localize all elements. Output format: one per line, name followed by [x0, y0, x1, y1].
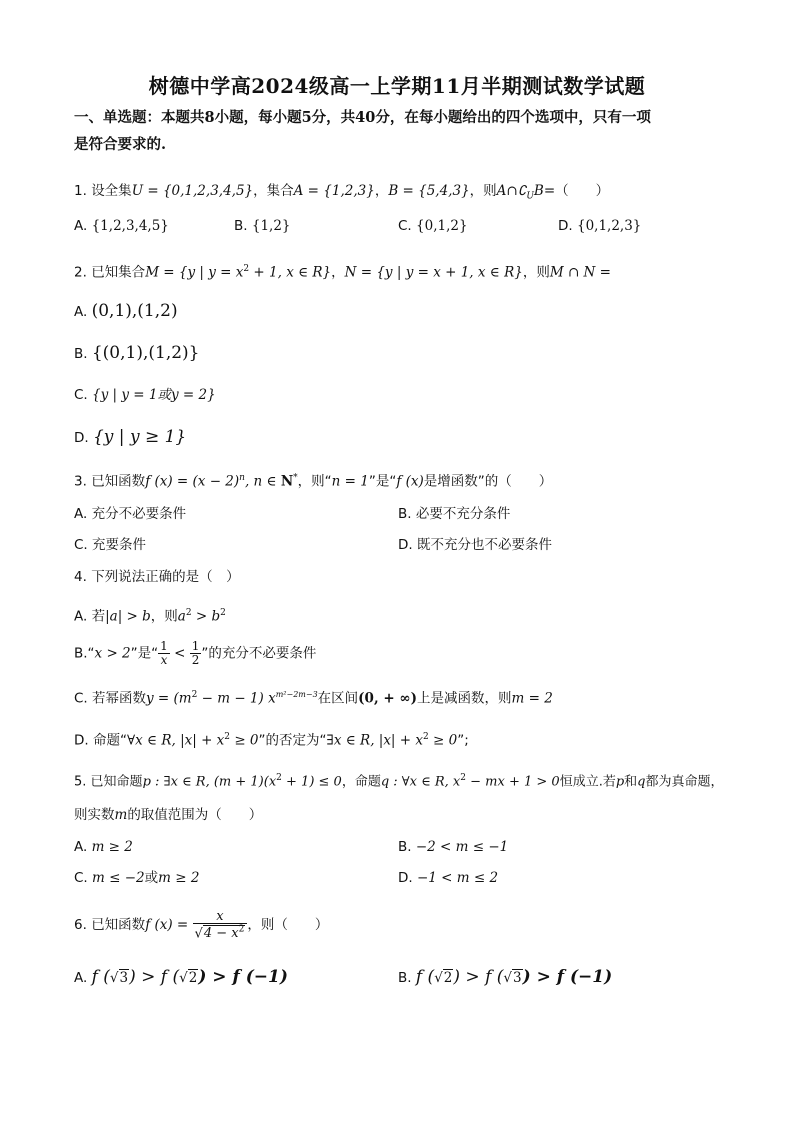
q5-proposition-p: p : ∃x ∈ R, (m + 1)(x: [142, 774, 277, 790]
q5-text7: 的取值范围为（ ）: [127, 807, 263, 823]
q4-option-d-math2b: ≥ 0: [428, 732, 458, 749]
q5-option-d[interactable]: [398, 867, 498, 889]
q2-text1: 已知集合: [91, 264, 146, 281]
q4-option-d-math1: ∀x ∈ R, |x| + x: [126, 732, 225, 749]
q3-text4: 是增函数”的（ ）: [423, 473, 553, 490]
q5-option-c-label: C.: [74, 870, 88, 886]
q4-option-d[interactable]: D. 命题“∀x ∈ R, $|x| + x^2 \ge 0$”的否定为“∃x ∈ R, $|x| + x^2 \ge 0$”;: [74, 732, 469, 749]
q5-option-c[interactable]: [74, 867, 199, 889]
q6-option-a-label: A.: [74, 970, 88, 986]
q1-option-c-label: C.: [398, 218, 412, 234]
q2-option-b-value: {(0,1),(1,2)}: [91, 343, 200, 363]
q1-option-a[interactable]: [74, 215, 169, 237]
q6-fraction: $\frac{x}{√4 - x^2}$: [193, 910, 248, 940]
q6-frac-den: 4 − x: [203, 926, 239, 942]
q2-option-a[interactable]: [74, 300, 178, 323]
q5-option-b-value: −2 < m ≤ −1: [415, 839, 509, 855]
q4-option-c[interactable]: C. 若幂函数$y = (m^2 - m - 1)$ $x^{m^2-2m-3}$在区间(0, + ∞)上是减函数，则m = 2: [74, 690, 553, 707]
q5-option-d-value: −1 < m ≤ 2: [416, 870, 499, 886]
q1-option-d-label: D.: [558, 218, 573, 234]
q4-option-d-math2: ∃x ∈ R, |x| + x: [326, 732, 423, 749]
q6-option-b-label: B.: [398, 970, 412, 986]
q2-option-c-value: {y | y = 1或y = 2}: [92, 387, 216, 403]
q4-option-c-exponent: m²−2m−3: [275, 690, 318, 699]
q4-option-a-math3: > b: [191, 608, 221, 625]
q4-frac1-num: 1: [160, 639, 168, 653]
q5-text-line2: [74, 804, 262, 826]
q4-option-b-mid: ”是“: [130, 645, 159, 662]
q1-text2: ，集合: [253, 183, 294, 199]
q6-option-a-part3: ) > f (−1): [198, 967, 288, 987]
q4-option-c-mid: 在区间: [317, 690, 359, 707]
q3-option-d[interactable]: D. 既不充分也不必要条件: [398, 537, 552, 553]
q6-option-a-part2: ) > f (: [129, 967, 180, 987]
q1-text4: ，则: [469, 183, 497, 199]
q5-proposition-p-rest: + 1) ≤ 0: [281, 774, 342, 790]
q4-option-d-prefix: D. 命题“: [74, 732, 127, 749]
q1-expr-sub: U: [526, 191, 534, 202]
q4-text1: 下列说法正确的是（ ）: [91, 569, 240, 585]
q5-text4: 和: [624, 774, 638, 790]
q6-option-a[interactable]: A. f (√3) > f (√2) > f (−1): [74, 967, 288, 987]
q6-option-b[interactable]: B. f (√2) > f (√3) > f (−1): [398, 967, 613, 987]
q1-option-b[interactable]: [234, 215, 291, 237]
question-3: [74, 467, 552, 493]
q4-fraction-1-over-2: [190, 640, 202, 667]
q2-option-d-value: {y | y ≥ 1}: [92, 427, 187, 447]
q5-option-c-value1: m ≤ −2: [92, 870, 145, 886]
q3-text3: ”是“: [368, 473, 397, 490]
q3-natural-set: N: [280, 473, 294, 490]
q4-option-a-prefix: A. 若: [74, 608, 106, 625]
section-heading-line1: 一、单选题：本题共8小题，每小题5分，共40分，在每小题给出的四个选项中，只有一项: [74, 109, 651, 126]
q4-fraction-1-over-x: [158, 640, 170, 667]
q5-option-c-value2: m ≥ 2: [158, 870, 200, 886]
q5-text5: 都为真命题，: [645, 774, 724, 790]
q4-frac2-num: 1: [191, 639, 200, 653]
q5-proposition-q-rest: − mx + 1 > 0: [466, 774, 560, 790]
q5-option-d-label: D.: [398, 870, 413, 886]
q4-option-c-math1: y = (m: [146, 690, 192, 707]
q2-option-c-label: C.: [74, 387, 88, 403]
q5-p: p: [615, 774, 625, 790]
q5-text6: 则实数: [74, 807, 115, 823]
q6-option-b-part1: f (: [415, 967, 435, 987]
q4-option-c-math3: m = 2: [511, 690, 553, 707]
exam-title: 树德中学高2024级高一上学期11月半期测试数学试题: [148, 74, 646, 98]
q1-option-c[interactable]: [398, 215, 468, 237]
q3-number: 3.: [74, 473, 87, 490]
q5-option-a-value: m ≥ 2: [91, 839, 133, 855]
q4-option-b-math1: x > 2: [94, 645, 131, 662]
q2-text2: ，: [331, 264, 345, 281]
q5-m: m: [114, 807, 128, 823]
q3-option-c[interactable]: C. 充要条件: [74, 537, 147, 553]
q4-option-a-math1: |a| > b: [105, 608, 151, 625]
q4-option-c-math2: − m − 1) x: [197, 690, 276, 707]
q4-option-d-math1b: ≥ 0: [230, 732, 259, 749]
q3-text1: 已知函数: [91, 473, 146, 490]
question-6: [74, 910, 328, 940]
q6-option-b-part3: ) > f (−1): [522, 967, 613, 987]
q6-option-a-part1: f (: [91, 967, 110, 987]
question-1: [74, 180, 609, 208]
q4-option-a-math2: a: [177, 608, 186, 625]
q4-option-b-prefix: B.“: [74, 645, 95, 662]
q2-option-d-label: D.: [74, 430, 89, 446]
q2-option-d[interactable]: [74, 426, 186, 449]
q1-set-U: U = {0,1,2,3,4,5}: [131, 183, 254, 199]
q6-text2: ，则（ ）: [247, 917, 329, 934]
question-5: 5. 已知命题p : ∃x ∈ R, $(m + 1)(x^2 + 1) \le 0$，命题q : ∀x ∈ R, $x^2$ − mx + 1 > 0恒成立.若p和q都为真命题，: [74, 773, 724, 790]
question-2: 2. 已知集合M = {y | $y = x^2 + 1$, x ∈ R}，N = {y | y = x + 1, x ∈ R}，则M ∩ N =: [74, 264, 611, 281]
q1-set-B: B = {5,4,3}: [388, 183, 470, 199]
q5-text3: 恒成立.若: [559, 774, 616, 790]
q4-option-a[interactable]: A. 若|a| > b，则$a^2 > b^2$: [74, 608, 226, 625]
q5-option-c-or: 或: [144, 870, 159, 886]
q1-expr2: B=: [533, 183, 556, 199]
q6-option-a-root2: 2: [188, 970, 198, 986]
q5-q: q: [637, 774, 646, 790]
q2-option-a-label: A.: [74, 304, 88, 320]
question-4: [74, 566, 240, 588]
q4-frac2-den: 2: [191, 653, 200, 667]
q3-condition: n = 1: [331, 473, 369, 490]
q3-star: *: [293, 473, 298, 483]
q2-set-M: M = {y | y = x: [145, 264, 244, 281]
q4-option-d-mid: ”的否定为“: [258, 732, 327, 749]
q6-option-a-root1: 3: [119, 970, 129, 986]
q2-option-b-label: B.: [74, 346, 88, 362]
q1-number: 1.: [74, 183, 87, 199]
q6-text1: 已知函数: [91, 917, 146, 934]
q5-number: 5.: [74, 774, 87, 790]
q1-option-d-value: {0,1,2,3}: [576, 218, 642, 234]
q6-option-b-part2: ) > f (: [453, 967, 504, 987]
q2-option-c[interactable]: [74, 384, 216, 406]
q2-set-M-rest: + 1, x ∈ R}: [249, 264, 332, 281]
q1-text5: （ ）: [555, 183, 610, 199]
q4-option-b-suffix: ”的充分不必要条件: [201, 645, 317, 662]
q2-set-N: N = {y | y = x + 1, x ∈ R}: [344, 264, 523, 281]
q1-text1: 设全集: [91, 183, 132, 199]
q6-option-b-root1: 2: [443, 970, 453, 986]
q2-option-a-value: (0,1),(1,2): [91, 301, 178, 321]
q1-option-d[interactable]: [558, 215, 641, 237]
q5-option-a-label: A.: [74, 839, 88, 855]
q6-option-b-root2: 3: [513, 970, 522, 986]
q4-option-d-suffix: ”;: [457, 732, 469, 749]
q1-option-b-value: {1,2}: [251, 218, 291, 234]
q3-function: f (x) = (x − 2): [145, 473, 240, 490]
q4-number: 4.: [74, 569, 87, 585]
q6-frac-num: x: [193, 910, 248, 924]
q2-option-b[interactable]: [74, 342, 200, 365]
q1-text3: ，: [374, 183, 389, 199]
q3-function-domain: , n ∈: [244, 473, 281, 490]
q4-option-c-interval: (0, + ∞): [358, 690, 417, 707]
q5-option-a[interactable]: [74, 836, 133, 858]
q3-exponent: n: [239, 473, 245, 483]
q3-option-a[interactable]: A. 充分不必要条件: [74, 506, 187, 522]
q2-text3: ，则: [522, 264, 550, 281]
q6-function: f (x) =: [145, 917, 189, 934]
q5-text2: ，命题: [341, 774, 381, 790]
q3-fx: f (x): [396, 473, 424, 490]
q3-option-b[interactable]: B. 必要不充分条件: [398, 506, 511, 522]
q5-option-b[interactable]: [398, 836, 508, 858]
q1-option-a-label: A.: [74, 218, 88, 234]
q1-option-b-label: B.: [234, 218, 248, 234]
q4-option-c-prefix: C. 若幂函数: [74, 690, 147, 707]
q2-number: 2.: [74, 264, 87, 281]
q6-number: 6.: [74, 917, 87, 934]
q5-option-b-label: B.: [398, 839, 412, 855]
q4-option-c-post: 上是减函数，则: [417, 690, 512, 707]
section-heading: [74, 104, 734, 158]
q5-proposition-q: q : ∀x ∈ R, x: [380, 774, 461, 790]
q2-intersection: M ∩ N =: [549, 264, 611, 281]
q4-option-a-mid: ，则: [150, 608, 178, 625]
q4-option-b[interactable]: [74, 640, 316, 667]
q1-option-a-value: {1,2,3,4,5}: [91, 218, 169, 234]
q1-set-A: A = {1,2,3}: [293, 183, 375, 199]
q1-expr: A∩∁: [496, 183, 527, 199]
section-heading-line2: 是符合要求的.: [74, 136, 167, 153]
q5-text1: 已知命题: [90, 774, 143, 790]
q3-text2: ，则“: [297, 473, 332, 490]
q4-frac1-den: x: [160, 653, 168, 667]
q1-option-c-value: {0,1,2}: [416, 218, 468, 234]
q4-less-than: <: [169, 645, 190, 662]
